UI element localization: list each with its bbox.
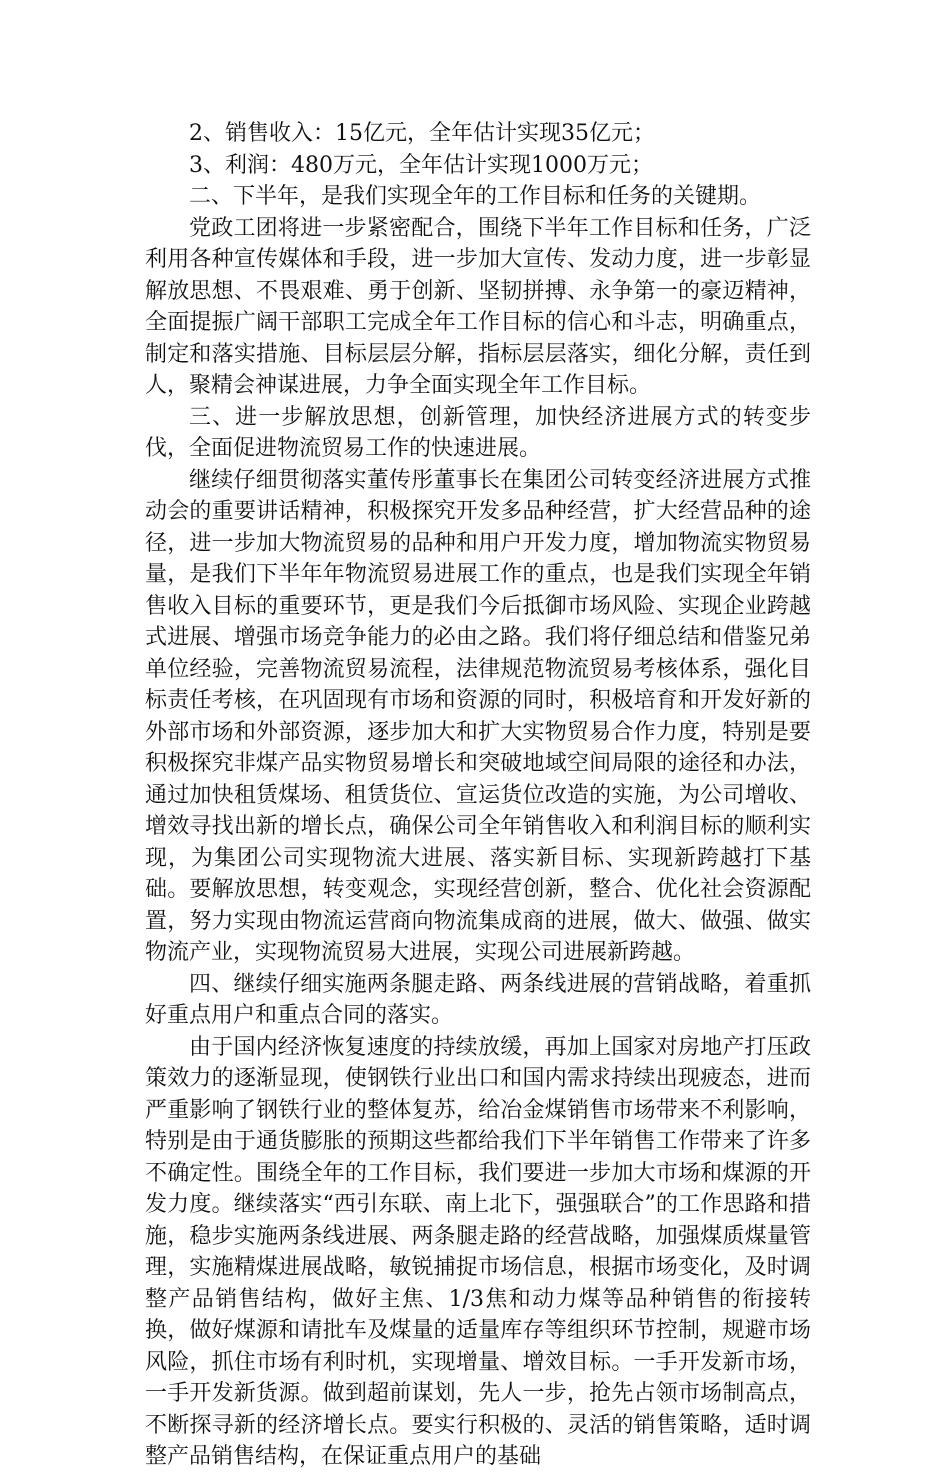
- section-four-body: 由于国内经济恢复速度的持续放缓，再加上国家对房地产打压政策效力的逐渐显现，使钢铁行业出口和国内需求持续出现疲态，进而严重影响了钢铁行业的整体复苏，给冶金煤销售市场带来不利影响，特别是由于通货膨胀的预期这些都给我们下半年销售工作带来了许多不确定性。围绕全年的工作目标，我们要进一步加大市场和煤源的开发力度。继续落实“西引东联、南上北下，强强联合”的工作思路和措施，稳步实施两条线进展、两条腿走路的经营战略，加强煤质煤量管理，实施精煤进展战略，敏锐捕捉市场信息，根据市场变化，及时调整产品销售结构，做好主焦、1/3焦和动力煤等品种销售的衔接转换，做好煤源和请批车及煤量的适量库存等组织环节控制，规避市场风险，抓住市场有利时机，实现增量、增效目标。一手开发新市场，一手开发新货源。做到超前谋划，先人一步，抢先占领市场制高点，不断探寻新的经济增长点。要实行积极的、灵活的销售策略，适时调整产品销售结构，在保证重点用户的基础: [145, 1034, 811, 1469]
- document-page: [145, 118, 811, 1473]
- sales-revenue-line: 2、销售收入：15亿元，全年估计实现35亿元；: [189, 121, 655, 146]
- section-two-body: 党政工团将进一步紧密配合，围绕下半年工作目标和任务，广泛利用各种宣传媒体和手段，进一步加大宣传、发动力度，进一步彰显解放思想、不畏艰难、勇于创新、坚韧拼搏、永争第一的豪迈精神，全面提振广阔干部职工完成全年工作目标的信心和斗志，明确重点，制定和落实措施、目标层层分解，指标层层落实，细化分解，责任到人，聚精会神谋进展，力争全面实现全年工作目标。: [145, 215, 811, 398]
- section-two-heading: 二、下半年，是我们实现全年的工作目标和任务的关键期。: [189, 184, 762, 209]
- profit-line: 3、利润：480万元，全年估计实现1000万元；: [189, 152, 653, 178]
- section-three-heading: 三、进一步解放思想，创新管理，加快经济进展方式的转变步伐，全面促进物流贸易工作的快速进展。: [145, 404, 811, 461]
- section-four-heading: 四、继续仔细实施两条腿走路、两条线进展的营销战略，着重抓好重点用户和重点合同的落实。: [145, 971, 811, 1028]
- section-three-body: 继续仔细贯彻落实董传彤董事长在集团公司转变经济进展方式推动会的重要讲话精神，积极探究开发多品种经营，扩大经营品种的途径，进一步加大物流贸易的品种和用户开发力度，增加物流实物贸易量，是我们下半年年物流贸易进展工作的重点，也是我们实现全年销售收入目标的重要环节，更是我们今后抵御市场风险、实现企业跨越式进展、增强市场竞争能力的必由之路。我们将仔细总结和借鉴兄弟单位经验，完善物流贸易流程，法律规范物流贸易考核体系，强化目标责任考核，在巩固现有市场和资源的同时，积极培育和开发好新的外部市场和外部资源，逐步加大和扩大实物贸易合作力度，特别是要积极探究非煤产品实物贸易增长和突破地域空间局限的途径和办法，通过加快租赁煤场、租赁货位、宣运货位改造的实施，为公司增收、增效寻找出新的增长点，确保公司全年销售收入和利润目标的顺利实现，为集团公司实现物流大进展、落实新目标、实现新跨越打下基础。要解放思想，转变观念，实现经营创新，整合、优化社会资源配置，努力实现由物流运营商向物流集成商的进展，做大、做强、做实物流产业，实现物流贸易大进展，实现公司进展新跨越。: [145, 467, 811, 965]
